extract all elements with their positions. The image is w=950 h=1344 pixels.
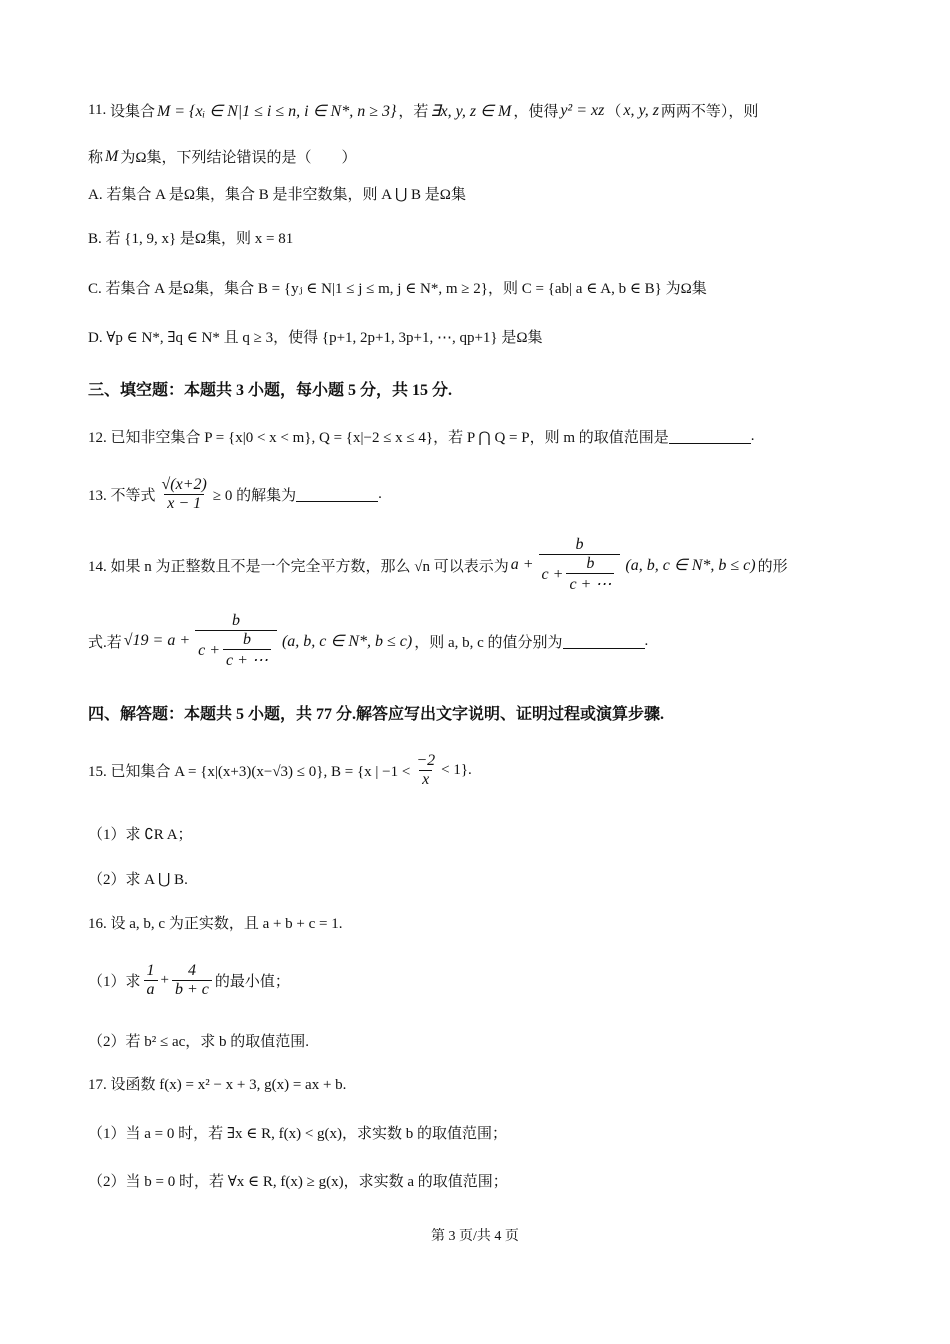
math: c + [198, 641, 221, 659]
option-d: D. ∀p ∈ N*, ∃q ∈ N* 且 q ≥ 3，使得 {p+1, 2p+1, 3p+1, ⋯, qp+1} 是Ω集 [88, 330, 543, 346]
answer-blank [563, 634, 645, 649]
text: ，若 [398, 104, 429, 120]
option-a: A. 若集合 A 是Ω集，集合 B 是非空数集，则 A ⋃ B 是Ω集 [88, 187, 466, 203]
text: ，则 a, b, c 的值分别为 [414, 634, 563, 651]
text: ，使得 [513, 104, 559, 120]
q15 [88, 752, 472, 789]
text: 的形 [757, 558, 788, 575]
q15-part2: （2）求 A ⋃ B. [88, 872, 188, 888]
text: 12. 已知非空集合 P = {x|0 < x < m}, Q = {x|−2 ≤ x ≤ 4}，若 P ⋂ Q = P，则 m 的取值范围是 [88, 430, 669, 446]
math: x, y, z [623, 101, 659, 119]
denominator: b + c [172, 980, 212, 999]
text: 设集合 [109, 104, 155, 120]
q15-part1: （1）求 ∁R A； [88, 827, 193, 843]
section-3-heading: 三、填空题：本题共 3 小题，每小题 5 分，共 15 分. [88, 382, 453, 399]
denominator [539, 554, 621, 594]
text: （1）求 [88, 974, 141, 990]
math: M [105, 147, 119, 165]
q17-part1: （1）当 a = 0 时，若 ∃x ∈ R, f(x) < g(x)，求实数 b 的取值范围； [88, 1126, 508, 1142]
math: c + [541, 565, 564, 583]
text: 14. 如果 n 为正整数且不是一个完全平方数，那么 √n 可以表示为 [88, 558, 509, 575]
text: 15. 已知集合 A = {x|(x+3)(x−√3) ≤ 0}, B = {x | −1 < [88, 764, 411, 780]
text: + [160, 972, 169, 988]
fraction [223, 631, 271, 670]
continued-fraction [539, 536, 621, 594]
fraction [172, 962, 212, 999]
q13 [88, 476, 382, 513]
text: 两两不等），则 [660, 104, 759, 120]
numerator: b [575, 536, 584, 553]
denominator: a [144, 980, 158, 999]
math: a + [510, 556, 534, 573]
page-footer: 第 3 页/共 4 页 [431, 1229, 519, 1244]
text: （ [606, 104, 622, 120]
q14-line1 [88, 536, 788, 594]
q11-line1 [88, 100, 758, 121]
text: 称 [88, 150, 104, 166]
option-b: B. 若 {1, 9, x} 是Ω集，则 x = 81 [88, 231, 294, 247]
text: . [378, 486, 382, 502]
math: ∃x, y, z ∈ M [430, 102, 512, 120]
numerator: 4 [187, 962, 196, 979]
denominator: x − 1 [164, 494, 204, 513]
q16-part2: （2）若 b² ≤ ac，求 b 的取值范围. [88, 1034, 310, 1050]
math: √19 = a + [123, 632, 191, 649]
text: . [750, 428, 755, 444]
numerator: b [586, 555, 595, 572]
fraction [144, 962, 158, 999]
text: ≥ 0 的解集为 [212, 488, 297, 504]
section-4-heading: 四、解答题：本题共 5 小题，共 77 分.解答应写出文字说明、证明过程或演算步骤. [88, 706, 665, 723]
math: y² = xz [560, 101, 605, 119]
text: 13. 不等式 [88, 488, 156, 504]
denominator [195, 630, 277, 670]
math: M = {xᵢ ∈ N|1 ≤ i ≤ n, i ∈ N*, n ≥ 3} [156, 102, 397, 120]
denominator: c + ⋯ [566, 573, 614, 594]
math: (a, b, c ∈ N*, b ≤ c) [281, 633, 413, 650]
q11-line2 [88, 146, 357, 167]
numerator: b [232, 612, 241, 629]
answer-blank [669, 429, 751, 444]
numerator: 1 [146, 962, 155, 979]
q16-part1 [88, 962, 290, 999]
text: 式.若 [88, 634, 122, 651]
q17: 17. 设函数 f(x) = x² − x + 3, g(x) = ax + b. [88, 1077, 347, 1093]
answer-blank [296, 487, 378, 502]
q12 [88, 426, 755, 447]
text: 的最小值； [214, 974, 290, 990]
denominator: c + ⋯ [223, 649, 271, 670]
denominator: x [419, 770, 432, 789]
option-c: C. 若集合 A 是Ω集，集合 B = {yⱼ ∈ N|1 ≤ j ≤ m, j ∈ N*, m ≥ 2}，则 C = {ab| a ∈ A, b ∈ B} 为Ω集 [88, 281, 707, 297]
numerator: b [243, 631, 251, 648]
text: . [644, 632, 649, 649]
continued-fraction [195, 612, 277, 670]
q14-line2 [88, 612, 648, 670]
text: < 1}. [441, 762, 472, 778]
fraction [413, 752, 438, 789]
q17-part2: （2）当 b = 0 时，若 ∀x ∈ R, f(x) ≥ g(x)，求实数 a 的取值范围； [88, 1174, 508, 1190]
numerator: −2 [416, 752, 436, 769]
fraction [566, 555, 614, 594]
numerator: √(x+2) [161, 476, 207, 493]
text: 为Ω集，下列结论错误的是（ ） [120, 150, 357, 166]
math: (a, b, c ∈ N*, b ≤ c) [625, 557, 756, 574]
fraction [159, 476, 210, 513]
q16: 16. 设 a, b, c 为正实数，且 a + b + c = 1. [88, 916, 343, 932]
question-number: 11. [88, 102, 107, 118]
